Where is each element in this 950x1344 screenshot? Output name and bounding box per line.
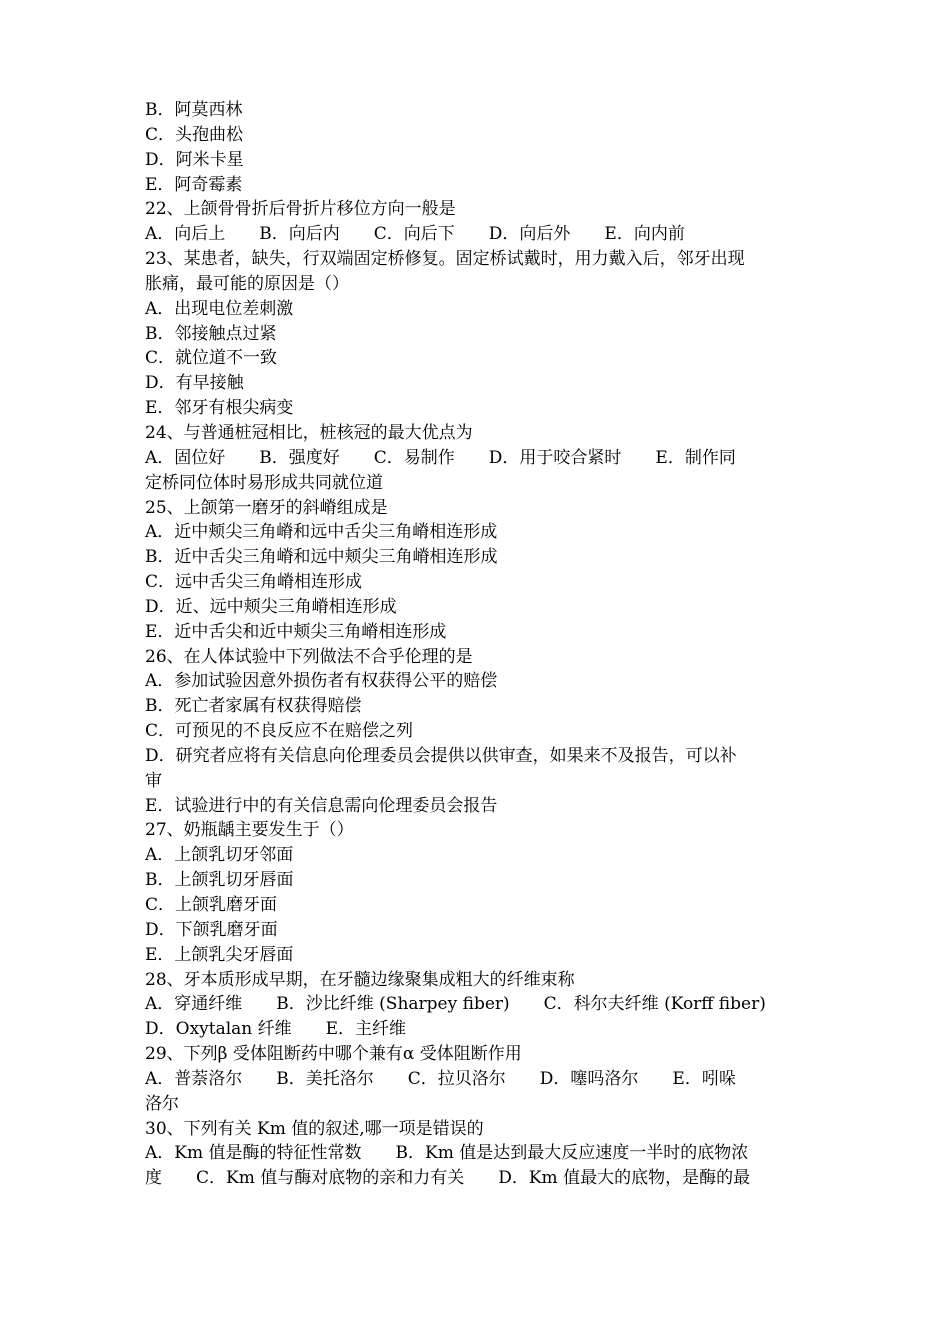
text-line: 度 C．Km 值与酶对底物的亲和力有关 D．Km 值最大的底物，是酶的最: [145, 1168, 751, 1189]
text-line: 定桥同位体时易形成共同就位道: [145, 472, 383, 493]
question-stem: 22、上颌骨骨折后骨折片移位方向一般是: [145, 199, 456, 220]
text-line: E．阿奇霉素: [145, 174, 243, 195]
text-line: A．参加试验因意外损伤者有权获得公平的赔偿: [145, 671, 498, 692]
question-stem: 29、下列β 受体阻断药中哪个兼有α 受体阻断作用: [145, 1044, 522, 1065]
text-line: A．Km 值是酶的特征性常数 B．Km 值是达到最大反应速度一半时的底物浓: [145, 1143, 749, 1164]
text-line: D．有早接触: [145, 373, 244, 394]
question-stem: 28、牙本质形成早期，在牙髓边缘聚集成粗大的纤维束称: [145, 969, 575, 990]
text-line: E．近中舌尖和近中颊尖三角嵴相连形成: [145, 621, 447, 642]
question-stem: 26、在人体试验中下列做法不合乎伦理的是: [145, 646, 473, 667]
text-line: B．邻接触点过紧: [145, 323, 277, 344]
text-line: E．上颌乳尖牙唇面: [145, 944, 294, 965]
text-line: C．上颌乳磨牙面: [145, 895, 278, 915]
question-stem: 30、下列有关 Km 值的叙述,哪一项是错误的: [145, 1118, 484, 1139]
text-line: 胀痛，最可能的原因是（）: [145, 273, 349, 294]
text-line: 审: [145, 770, 162, 791]
text-line: B．阿莫西林: [145, 100, 243, 120]
text-line: B．上颌乳切牙唇面: [145, 870, 294, 891]
question-stem: 24、与普通桩冠相比，桩核冠的最大优点为: [145, 422, 473, 443]
document-page: [145, 98, 810, 1191]
text-line: E．试验进行中的有关信息需向伦理委员会报告: [145, 795, 498, 816]
text-line: D．Oxytalan 纤维 E．主纤维: [145, 1019, 407, 1040]
text-line: D．阿米卡星: [145, 149, 244, 170]
text-line: A．固位好 B．强度好 C．易制作 D．用于咬合紧时 E．制作同: [145, 447, 736, 468]
text-line: E．邻牙有根尖病变: [145, 398, 294, 419]
text-line: D．近、远中颊尖三角嵴相连形成: [145, 596, 397, 617]
text-line: D．研究者应将有关信息向伦理委员会提供以供审查，如果来不及报告，可以补: [145, 745, 737, 766]
question-stem: 25、上颌第一磨牙的斜嵴组成是: [145, 497, 388, 518]
text-line: D．下颌乳磨牙面: [145, 919, 278, 940]
text-line: A．出现电位差刺激: [145, 298, 294, 319]
text-line: A．穿通纤维 B．沙比纤维 (Sharpey fiber) C．科尔夫纤维 (Korff fiber): [145, 994, 766, 1015]
text-line: A．上颌乳切牙邻面: [145, 845, 294, 866]
question-stem: 27、奶瓶龋主要发生于（）: [145, 820, 354, 841]
text-line: C．就位道不一致: [145, 348, 278, 369]
text-line: C．可预见的不良反应不在赔偿之列: [145, 721, 414, 742]
text-line: B．死亡者家属有权获得赔偿: [145, 696, 362, 717]
text-line: C．头孢曲松: [145, 124, 244, 145]
text-line: 洛尔: [145, 1093, 179, 1114]
text-line: A．近中颊尖三角嵴和远中舌尖三角嵴相连形成: [145, 522, 498, 543]
text-line: A．向后上 B．向后内 C．向后下 D．向后外 E．向内前: [145, 224, 685, 245]
text-line: C．远中舌尖三角嵴相连形成: [145, 572, 363, 593]
question-stem: 23、某患者，缺失，行双端固定桥修复。固定桥试戴时，用力戴入后，邻牙出现: [145, 249, 745, 270]
text-line: A．普萘洛尔 B．美托洛尔 C．拉贝洛尔 D．噻吗洛尔 E．吲哚: [145, 1068, 736, 1089]
text-line: B．近中舌尖三角嵴和远中颊尖三角嵴相连形成: [145, 547, 498, 568]
